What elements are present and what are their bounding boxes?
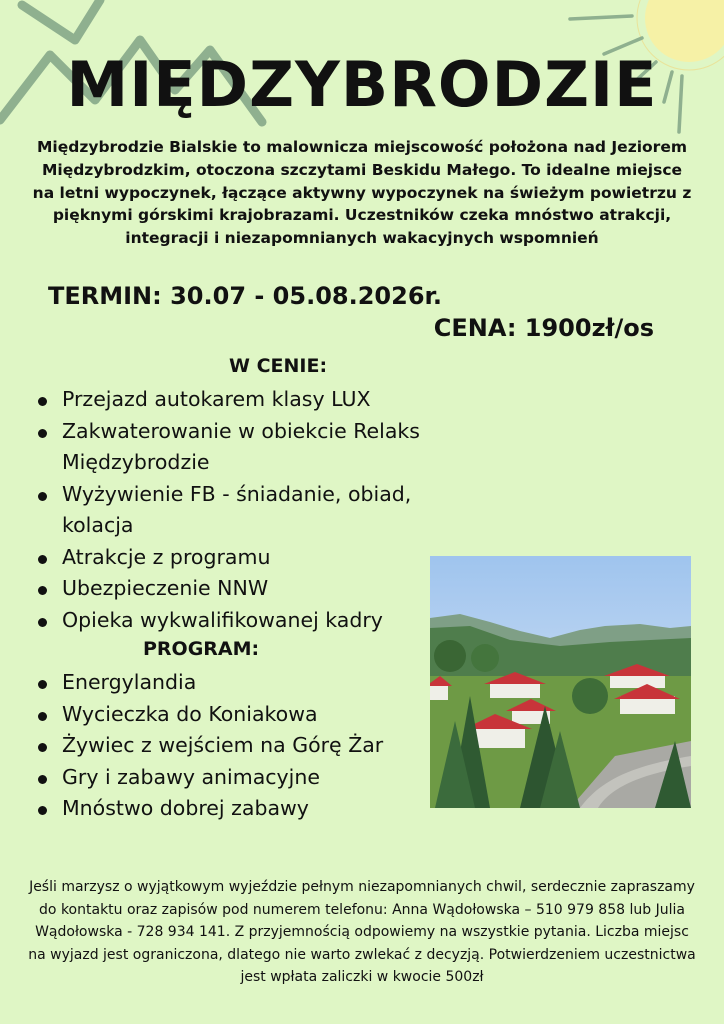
- program-heading: PROGRAM:: [143, 638, 260, 660]
- bullet-icon: [38, 397, 47, 406]
- list-item: Wycieczka do Koniakowa: [34, 699, 454, 731]
- list-item: Opieka wykwalifikowanej kadry: [34, 605, 454, 637]
- included-heading: W CENIE:: [229, 355, 328, 377]
- list-item: Atrakcje z programu: [34, 542, 454, 574]
- bullet-icon: [38, 743, 47, 752]
- list-item: Ubezpieczenie NNW: [34, 573, 454, 605]
- bullet-icon: [38, 680, 47, 689]
- trip-dates: TERMIN: 30.07 - 05.08.2026r.: [48, 282, 443, 310]
- bullet-icon: [38, 555, 47, 564]
- list-item: Wyżywienie FB - śniadanie, obiad, kolacja: [34, 479, 454, 542]
- bullet-icon: [38, 712, 47, 721]
- bullet-icon: [38, 586, 47, 595]
- included-list: [34, 384, 454, 636]
- list-item: Gry i zabawy animacyjne: [34, 762, 454, 794]
- trip-price: CENA: 1900zł/os: [433, 314, 654, 342]
- list-item: Zakwaterowanie w obiekcie Relaks Międzybrodzie: [34, 416, 454, 479]
- intro-paragraph: Międzybrodzie Bialskie to malownicza miejscowość położona nad Jeziorem Międzybrodzkim, otoczona szczytami Beskidu Małego. To idealne miejsce na letni wypoczynek, łączące aktywny wypoczynek na świeżym powietrzu z pięknymi górskimi krajobrazami. Uczestników czeka mnóstwo atrakcji, integracji i niezapomnianych wakacyjnych wspomnień: [32, 138, 692, 248]
- resort-photo: [430, 556, 691, 808]
- list-item: Żywiec z wejściem na Górę Żar: [34, 730, 454, 762]
- bullet-icon: [38, 492, 47, 501]
- bullet-icon: [38, 618, 47, 627]
- contact-paragraph: Jeśli marzysz o wyjątkowym wyjeździe pełnym niezapomnianych chwil, serdecznie zapraszamy do kontaktu oraz zapisów pod numerem telefonu: Anna Wądołowska – 510 979 858 lub Julia Wądołowska - 728 934 141. Z przyjemnością odpowiemy na wszystkie pytania. Liczba miejsc na wyjazd jest ograniczona, dlatego nie warto zwlekać z decyzją. Potwierdzeniem uczestnictwa jest wpłata zaliczki w kwocie 500zł: [28, 879, 696, 986]
- list-item: Mnóstwo dobrej zabawy: [34, 793, 454, 825]
- page-title: MIĘDZYBRODZIE: [66, 48, 658, 121]
- list-item: Przejazd autokarem klasy LUX: [34, 384, 454, 416]
- bullet-icon: [38, 429, 47, 438]
- bullet-icon: [38, 806, 47, 815]
- list-item: Energylandia: [34, 667, 454, 699]
- program-list: [34, 667, 454, 825]
- bullet-icon: [38, 775, 47, 784]
